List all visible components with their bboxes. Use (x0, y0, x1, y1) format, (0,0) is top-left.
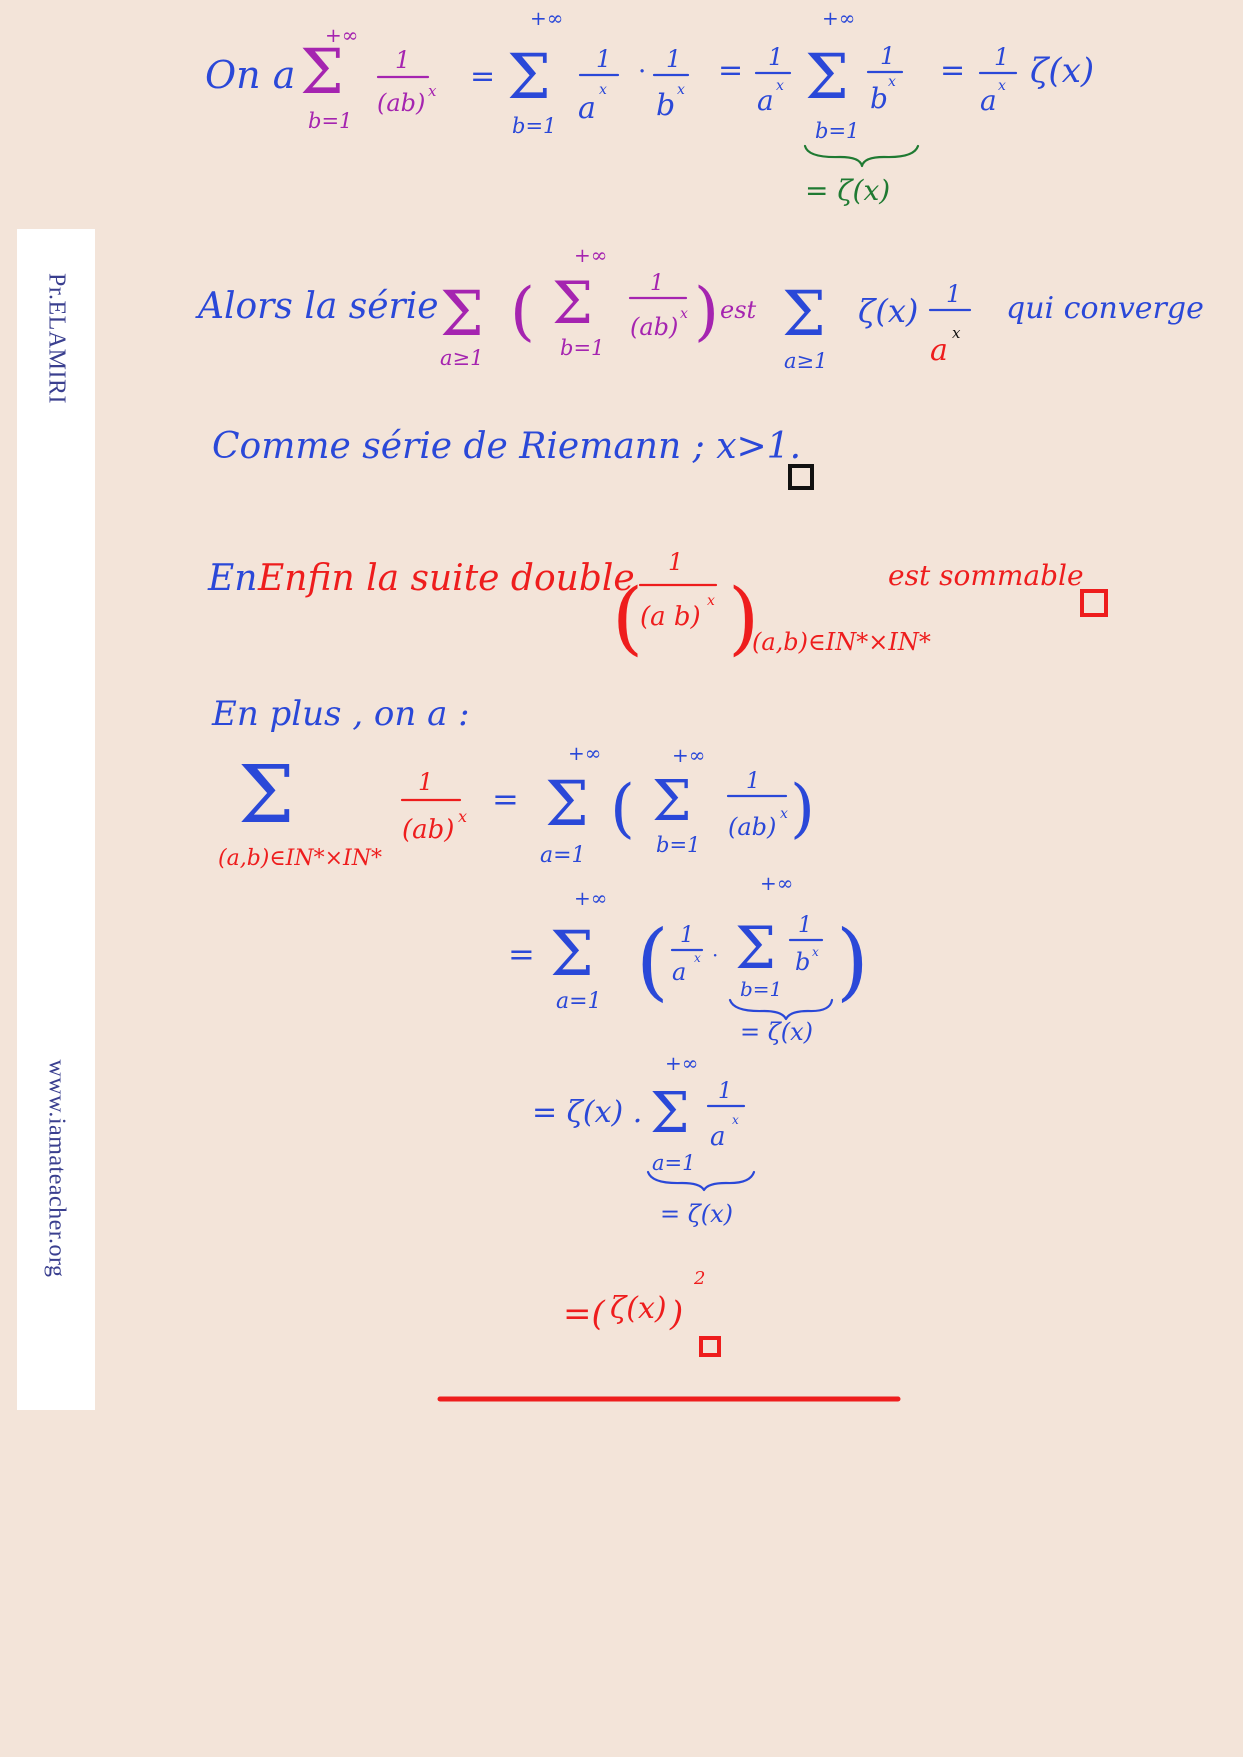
sum5-sigma: Σ (552, 269, 594, 337)
line4-index: (a,b)∈IN*×IN* (752, 628, 931, 656)
sum10-sigma: Σ (550, 917, 594, 990)
line2-est: est (720, 296, 757, 324)
sum3-sigma: Σ (805, 40, 849, 113)
sum6-sigma: Σ (782, 277, 826, 350)
frac4-num: 1 (768, 43, 784, 71)
sum7-sigma: Σ (238, 748, 295, 841)
sum11-bottom: b=1 (740, 977, 783, 1001)
frac8-den: a (930, 333, 948, 368)
line5-index: (a,b)∈IN*×IN* (218, 846, 382, 871)
frac11-exp: x (780, 806, 788, 822)
frac6-den: a (980, 84, 997, 117)
paren6-close: ) (790, 772, 815, 846)
qed-box-red-2 (701, 1338, 719, 1355)
frac10-exp: x (458, 807, 468, 826)
frac14-den: a (710, 1122, 726, 1152)
frac10-den: (ab) (402, 815, 455, 845)
paren6-open: ( (610, 772, 635, 846)
line2-statement (195, 243, 1204, 373)
sum6-bottom: a≥1 (784, 349, 828, 373)
sum8-top: +∞ (568, 741, 602, 765)
frac11-den: (ab) (728, 813, 777, 841)
frac8-num: 1 (946, 280, 962, 308)
sum2-bottom: b=1 (512, 114, 557, 138)
line4-enfin-start: En (208, 558, 258, 599)
eq2: = (718, 53, 744, 88)
line4-enfin: Enfin la suite double (258, 558, 635, 599)
frac3-den: b (656, 88, 676, 123)
paren5-close: ) (728, 571, 760, 664)
website-label: www.iamateacher.org (43, 1059, 70, 1278)
frac14-num: 1 (718, 1079, 732, 1104)
line3-text: Comme série de Riemann ; x>1. (212, 426, 802, 467)
frac2-num: 1 (596, 45, 612, 73)
zeta2: ζ(x) (858, 292, 919, 330)
qed-box-black (790, 466, 812, 488)
frac9-den: (a b) (640, 602, 701, 632)
paren7-close: ) (836, 912, 869, 1010)
result-exp: 2 (694, 1268, 706, 1289)
line5-statement (211, 694, 898, 1399)
paren7-open: ( (636, 912, 669, 1010)
sum11-sigma: Σ (735, 914, 777, 982)
author-label: Pr.ELAMIRI (43, 273, 70, 404)
frac1-exp: x (428, 82, 437, 100)
sum8-sigma: Σ (545, 767, 589, 840)
frac11-num: 1 (746, 769, 760, 794)
frac4-exp: x (776, 78, 784, 94)
result-zeta: ζ(x) (610, 1291, 667, 1326)
frac4-den: a (757, 84, 774, 117)
frac12-num: 1 (680, 923, 694, 948)
sum11-top: +∞ (760, 871, 794, 895)
frac9-num: 1 (668, 548, 684, 576)
frac3-num: 1 (666, 45, 682, 73)
frac13-num: 1 (798, 913, 812, 938)
frac13-den: b (795, 948, 811, 976)
frac6-num: 1 (994, 43, 1010, 71)
zeta1: ζ(x) (1030, 51, 1095, 91)
sum12-bottom: a=1 (652, 1151, 696, 1175)
dot1: · (638, 57, 647, 87)
frac9-exp: x (707, 593, 715, 609)
brace1-label: = ζ(x) (805, 174, 891, 207)
frac13-exp: x (812, 945, 819, 959)
sum10-bottom: a=1 (556, 989, 602, 1014)
dot2: · (712, 943, 719, 967)
eq3: = (940, 53, 966, 88)
frac14-exp: x (732, 1113, 739, 1127)
result-open: =( (563, 1294, 605, 1334)
frac7-exp: x (680, 306, 688, 322)
paren4-open: ( (510, 275, 535, 349)
line1-intro: On a (205, 53, 296, 97)
frac1-num: 1 (395, 46, 411, 74)
frac1-den: (ab) (377, 89, 426, 117)
sum4-sigma: Σ (440, 277, 484, 350)
qed-box-red-1 (1082, 591, 1106, 615)
frac5-den: b (870, 82, 888, 115)
sum3-bottom: b=1 (815, 119, 860, 143)
sum1-top: +∞ (325, 23, 359, 47)
brace1 (805, 146, 918, 166)
line2-qui: qui converge (1006, 291, 1204, 326)
zeta-line: = ζ(x) . (532, 1095, 643, 1130)
sum10-top: +∞ (574, 886, 608, 910)
frac7-num: 1 (650, 271, 664, 296)
brace2-label: = ζ(x) (740, 1018, 814, 1046)
eq1: = (470, 59, 496, 94)
sum5-bottom: b=1 (560, 336, 605, 360)
line2-alors: Alors la série (198, 286, 439, 327)
frac8-exp: x (952, 324, 961, 342)
frac10-num: 1 (418, 768, 434, 796)
sum9-top: +∞ (672, 743, 706, 767)
sum12-top: +∞ (665, 1051, 699, 1075)
sum2-sigma: Σ (507, 40, 551, 113)
frac7-den: (ab) (630, 313, 679, 341)
sum2-top: +∞ (530, 6, 564, 30)
line4-statement (207, 548, 1106, 664)
frac2-den: a (578, 91, 596, 126)
frac3-exp: x (677, 82, 685, 98)
line1-equation (205, 6, 1094, 207)
result-close: ) (670, 1294, 684, 1334)
paren5-open: ( (612, 571, 644, 664)
sum9-sigma: Σ (652, 769, 692, 834)
line5-en-plus: En plus , on a : (212, 694, 470, 734)
sum1-sigma: Σ (300, 35, 344, 108)
frac6-exp: x (998, 78, 1006, 94)
sum5-top: +∞ (574, 243, 608, 267)
frac5-exp: x (888, 74, 896, 90)
eq5: = (508, 935, 535, 973)
sum12-sigma: Σ (650, 1081, 690, 1146)
frac2-exp: x (599, 82, 607, 98)
frac5-num: 1 (880, 42, 896, 70)
sum4-bottom: a≥1 (440, 346, 484, 370)
line3-statement (212, 426, 812, 488)
sum3-top: +∞ (822, 6, 856, 30)
line4-sommable: est sommable (888, 559, 1084, 592)
frac12-exp: x (694, 951, 701, 965)
brace3-label: = ζ(x) (660, 1200, 734, 1228)
paren4-close: ) (694, 275, 719, 349)
sum8-bottom: a=1 (540, 843, 586, 868)
brace2 (730, 1000, 832, 1019)
eq4: = (492, 780, 519, 818)
frac12-den: a (672, 958, 687, 986)
sum1-bottom: b=1 (308, 109, 353, 133)
sum9-bottom: b=1 (656, 833, 701, 857)
